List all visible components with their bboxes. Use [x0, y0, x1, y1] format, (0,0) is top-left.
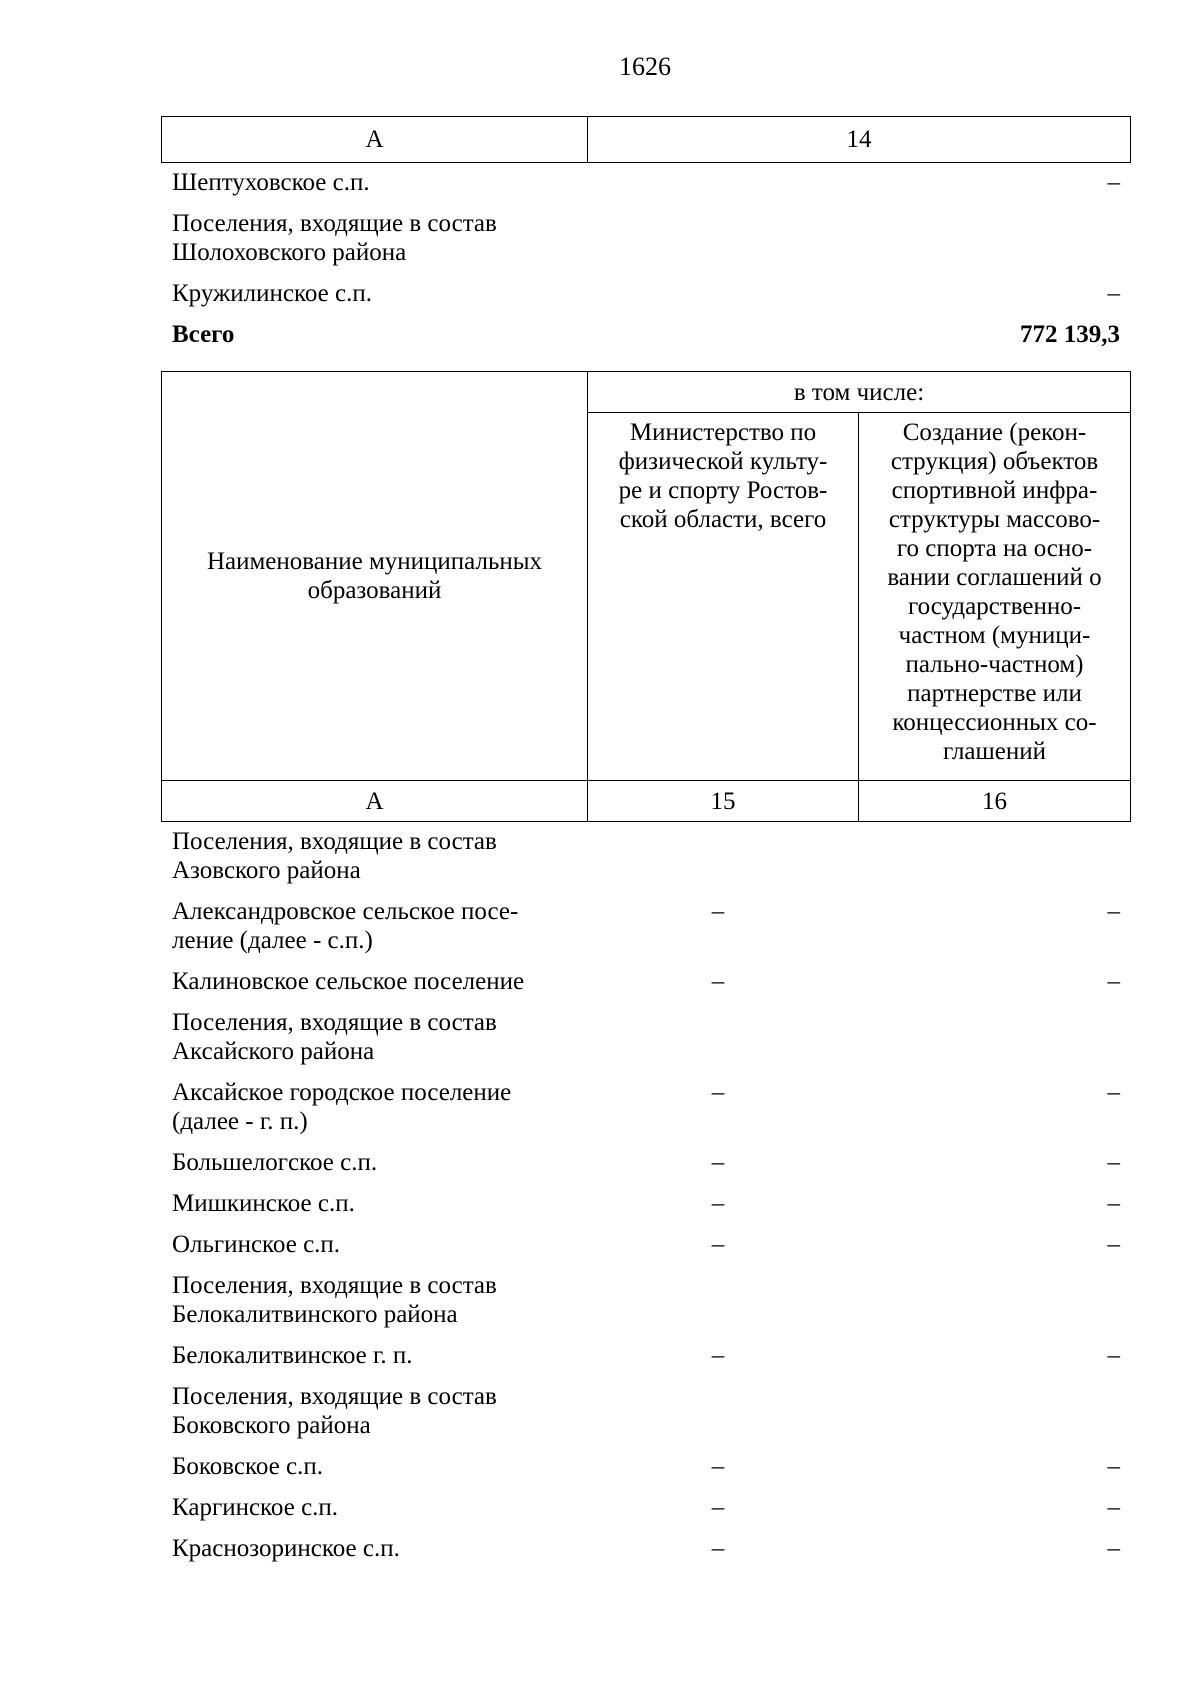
row-name: Калиновское сельское поселение	[172, 968, 525, 995]
row-value-14: –	[1107, 169, 1120, 196]
row-value-16: –	[1107, 898, 1120, 925]
table2-col-16: 16	[859, 781, 1131, 822]
table2-body	[172, 827, 1120, 1575]
row-value-16: –	[1107, 968, 1120, 995]
table-row	[172, 1148, 1120, 1177]
row-name: Шептуховское с.п.	[172, 169, 370, 196]
row-value-16: –	[1107, 1342, 1120, 1369]
table-row	[172, 1341, 1120, 1370]
table-row	[172, 1230, 1120, 1259]
row-value-15: –	[711, 968, 725, 995]
row-value-15: –	[711, 1342, 725, 1369]
table-row	[172, 1078, 1120, 1136]
table-row	[172, 320, 1120, 349]
table-row	[172, 967, 1120, 996]
row-value-15: –	[711, 1231, 725, 1258]
row-value-14: 772 139,3	[1020, 321, 1120, 348]
page-number: 1626	[619, 52, 671, 81]
row-name: Поселения, входящие в состав Азовского района	[172, 828, 497, 884]
table-row	[172, 209, 1120, 267]
table-row	[172, 1534, 1120, 1563]
row-name: Поселения, входящие в состав Боковского района	[172, 1383, 497, 1439]
row-name: Каргинское с.п.	[172, 1494, 339, 1521]
row-value-15: –	[711, 1494, 725, 1521]
table-row	[172, 1493, 1120, 1522]
row-name: Белокалитвинское г. п.	[172, 1342, 413, 1369]
row-name: Мишкинское с.п.	[172, 1190, 355, 1217]
table-row	[172, 1452, 1120, 1481]
row-name: Краснозоринское с.п.	[172, 1535, 400, 1562]
row-value-16: –	[1107, 1079, 1120, 1106]
row-value-15: –	[711, 1190, 725, 1217]
row-value-15: –	[711, 1453, 725, 1480]
row-name: Поселения, входящие в состав Белокалитвинского района	[172, 1272, 497, 1328]
table2-name-header-text: Наименование муниципальных образований	[206, 548, 543, 604]
table1-body	[172, 168, 1120, 361]
row-value-16: –	[1107, 1231, 1120, 1258]
row-name: Ольгинское с.п.	[172, 1231, 341, 1258]
row-value-15: –	[711, 1535, 725, 1562]
table2-col15-title: Министерство по физической культу- ре и спорту Ростов- ской области, всего	[618, 419, 828, 533]
row-value-16: –	[1107, 1453, 1120, 1480]
row-value-16: –	[1107, 1535, 1120, 1562]
table-row	[172, 1382, 1120, 1440]
row-name: Поселения, входящие в состав Шолоховского района	[172, 210, 497, 266]
row-name: Боковское с.п.	[172, 1453, 323, 1480]
table2-col-a: А	[162, 781, 588, 822]
row-value-15: –	[711, 1079, 725, 1106]
table1-header	[161, 116, 1131, 163]
table-row	[172, 897, 1120, 955]
table2-including-header: в том числе:	[588, 372, 1131, 413]
table2-header	[161, 371, 1131, 822]
table1-col-a: А	[162, 117, 588, 163]
row-value-16: –	[1107, 1149, 1120, 1176]
row-value-14: –	[1107, 280, 1120, 307]
table2-col16-title: Создание (рекон- струкция) объектов спортивной инфра- структуры массово- го спорта на осно- вании соглашений о государственно- частном (муници- пально-частном) партнерстве или концессионных со- глашений	[887, 419, 1102, 765]
row-name: Большелогское с.п.	[172, 1149, 378, 1176]
row-name: Всего	[172, 321, 235, 348]
table2-name-header	[162, 372, 588, 781]
table-row	[172, 168, 1120, 197]
table-row	[172, 1008, 1120, 1066]
row-name: Кружилинское с.п.	[172, 280, 372, 307]
table-row	[172, 1189, 1120, 1218]
row-name: Поселения, входящие в состав Аксайского района	[172, 1009, 497, 1065]
table2-col15-header	[588, 413, 859, 781]
table-row	[172, 827, 1120, 885]
table2-col16-header	[859, 413, 1131, 781]
table1-col-14: 14	[588, 117, 1131, 163]
row-value-15: –	[711, 898, 725, 925]
table-row	[172, 279, 1120, 308]
row-name: Аксайское городское поселение (далее - г. п.)	[172, 1079, 512, 1135]
row-value-16: –	[1107, 1190, 1120, 1217]
row-value-15: –	[711, 1149, 725, 1176]
row-value-16: –	[1107, 1494, 1120, 1521]
row-name: Александровское сельское посе- ление (далее - с.п.)	[172, 898, 519, 954]
table2-col-15: 15	[588, 781, 859, 822]
table-row	[172, 1271, 1120, 1329]
